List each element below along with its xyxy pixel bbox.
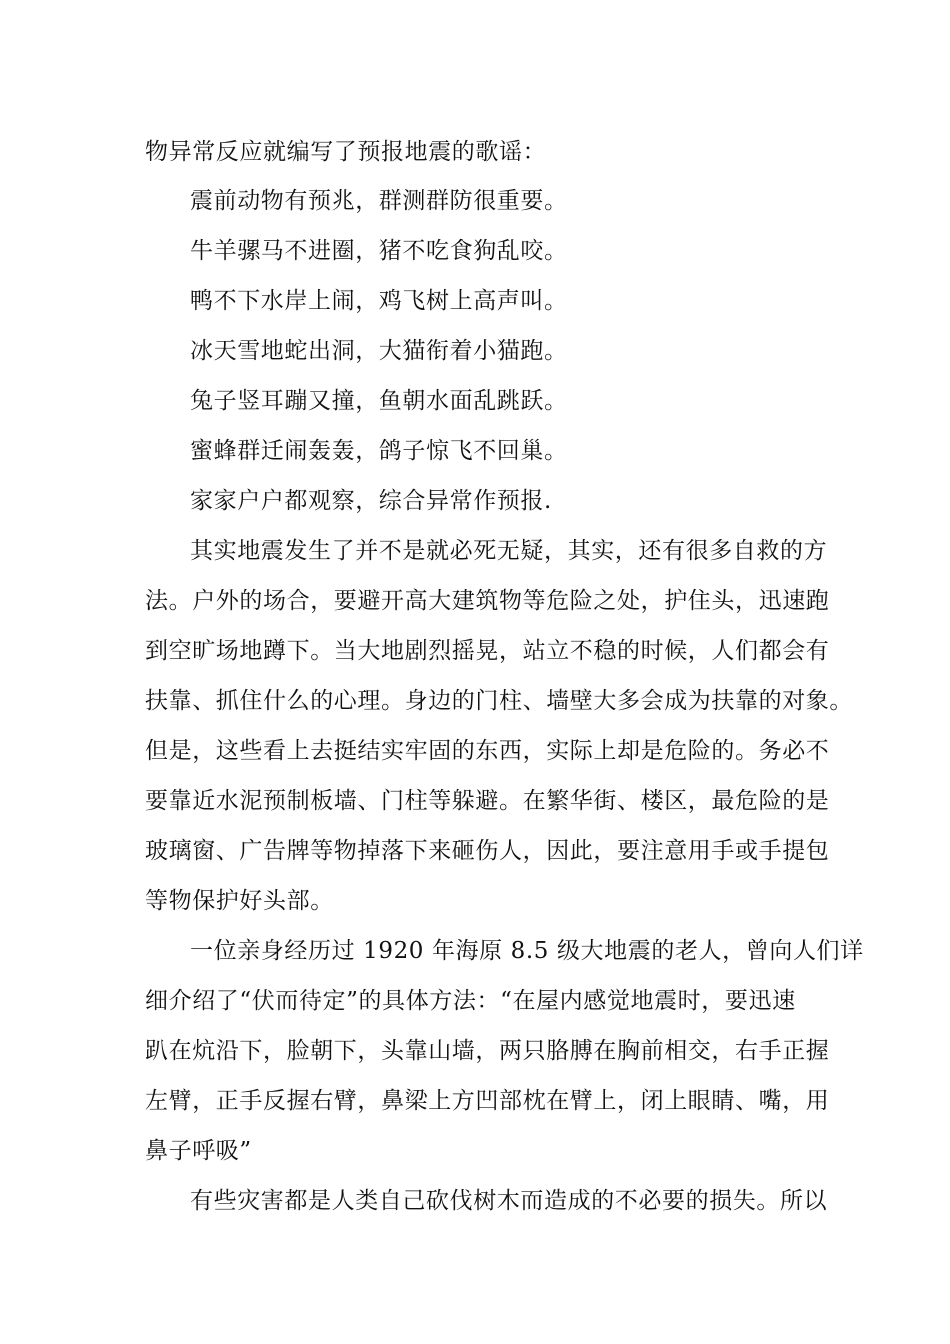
paragraph-line: 其实地震发生了并不是就必死无疑，其实，还有很多自救的方 — [190, 538, 828, 564]
paragraph-line: 一位亲身经历过 1920 年海原 8.5 级大地震的老人，曾向人们详 — [190, 938, 864, 964]
ballad-line: 家家户户都观察，综合异常作预报. — [190, 488, 552, 514]
paragraph-line: 到空旷场地蹲下。当大地剧烈摇晃，站立不稳的时候，人们都会有 — [145, 638, 830, 664]
ballad-line: 蜜蜂群迁闹轰轰，鸽子惊飞不回巢。 — [190, 438, 568, 464]
paragraph-line: 法。户外的场合，要避开高大建筑物等危险之处，护住头，迅速跑 — [145, 588, 830, 614]
ballad-line: 牛羊骡马不进圈，猪不吃食狗乱咬。 — [190, 238, 568, 264]
intro-line: 物异常反应就编写了预报地震的歌谣： — [145, 139, 547, 165]
paragraph-line: 玻璃窗、广告牌等物掉落下来砸伤人，因此，要注意用手或手提包 — [145, 838, 830, 864]
ballad-line: 兔子竖耳蹦又撞，鱼朝水面乱跳跃。 — [190, 388, 568, 414]
ballad-line: 冰天雪地蛇出洞，大猫衔着小猫跑。 — [190, 338, 568, 364]
ballad-line: 震前动物有预兆，群测群防很重要。 — [190, 188, 568, 214]
paragraph-line: 左臂，正手反握右臂，鼻梁上方凹部枕在臂上，闭上眼睛、嘴，用 — [145, 1088, 830, 1114]
paragraph-line: 有些灾害都是人类自己砍伐树木而造成的不必要的损失。所以 — [190, 1188, 828, 1214]
ballad-line: 鸭不下水岸上闹，鸡飞树上高声叫。 — [190, 288, 568, 314]
paragraph-line: 等物保护好头部。 — [145, 888, 334, 914]
paragraph-line: 鼻子呼吸” — [145, 1138, 252, 1164]
paragraph-line: 趴在炕沿下，脸朝下，头靠山墙，两只胳膊在胸前相交，右手正握 — [145, 1038, 830, 1064]
paragraph-line: 但是，这些看上去挺结实牢固的东西，实际上却是危险的。务必不 — [145, 738, 830, 764]
paragraph-line: 扶靠、抓住什么的心理。身边的门柱、墙壁大多会成为扶靠的对象。 — [145, 688, 853, 714]
paragraph-line: 细介绍了“伏而待定”的具体方法：“在屋内感觉地震时，要迅速 — [145, 988, 796, 1014]
paragraph-line: 要靠近水泥预制板墙、门柱等躲避。在繁华街、楼区，最危险的是 — [145, 788, 830, 814]
